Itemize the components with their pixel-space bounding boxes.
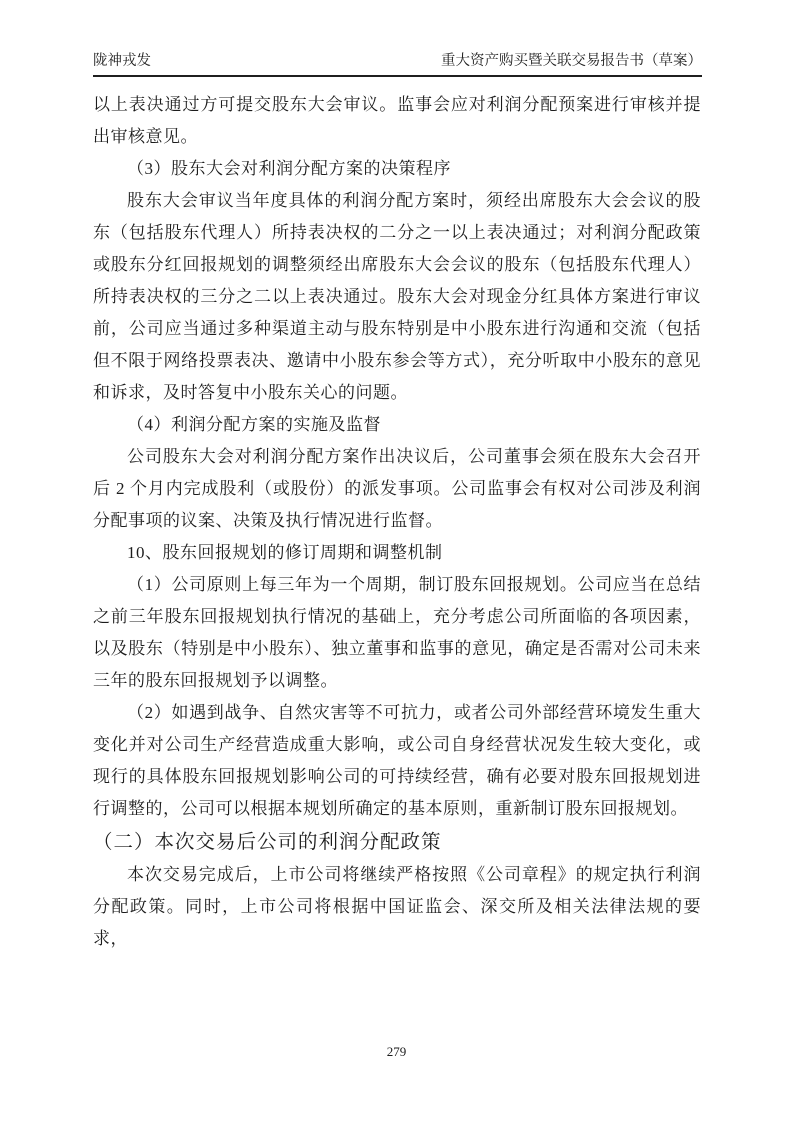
paragraph-item-1-three-year-cycle: （1）公司原则上每三年为一个周期，制订股东回报规划。公司应当在总结之前三年股东回报规划执行情况的基础上，充分考虑公司所面临的各项因素，以及股东（特别是中小股东）、独立董事和监事的意见，确定是否需对公司未来三年的股东回报规划予以调整。	[93, 575, 701, 690]
document-body	[93, 89, 701, 955]
paragraph-item-2-force-majeure: （2）如遇到战争、自然灾害等不可抗力，或者公司外部经营环境发生重大变化并对公司生产经营造成重大影响，或公司自身经营状况发生较大变化，或现行的具体股东回报规划影响公司的可持续经营，确有必要对股东回报规划进行调整的，公司可以根据本规划所确定的基本原则，重新制订股东回报规划。	[93, 703, 701, 818]
page-footer	[0, 1044, 793, 1059]
sub-heading-4: （4）利润分配方案的实施及监督	[127, 415, 381, 434]
paragraph-implementation-supervision: 公司股东大会对利润分配方案作出决议后，公司董事会须在股东大会召开后 2 个月内完成股利（或股份）的派发事项。公司监事会有权对公司涉及利润分配事项的议案、决策及执行情况进行监督。	[93, 447, 701, 530]
sub-heading-3: （3）股东大会对利润分配方案的决策程序	[127, 159, 451, 178]
header-company-name: 陇神戎发	[93, 53, 151, 69]
paragraph-shareholder-meeting-procedure: 股东大会审议当年度具体的利润分配方案时，须经出席股东大会会议的股东（包括股东代理人）所持表决权的二分之一以上表决通过；对利润分配政策或股东分红回报规划的调整须经出席股东大会会议的股东（包括股东代理人）所持表决权的三分之二以上表决通过。股东大会对现金分红具体方案进行审议前，公司应当通过多种渠道主动与股东特别是中小股东进行沟通和交流（包括但不限于网络投票表决、邀请中小股东参会等方式），充分听取中小股东的意见和诉求，及时答复中小股东关心的问题。	[93, 191, 701, 402]
section-heading-post-transaction-policy: （二）本次交易后公司的利润分配政策	[93, 831, 442, 853]
header-report-title: 重大资产购买暨关联交易报告书（草案）	[441, 53, 702, 69]
paragraph-post-transaction-intro: 本次交易完成后，上市公司将继续严格按照《公司章程》的规定执行利润分配政策。同时，上市公司将根据中国证监会、深交所及相关法律法规的要求，	[93, 865, 701, 948]
page-number: 279	[386, 1044, 407, 1059]
page-header	[93, 52, 702, 77]
heading-10-revision-cycle: 10、股东回报规划的修订周期和调整机制	[127, 543, 443, 562]
paragraph-continued: 以上表决通过方可提交股东大会审议。监事会应对利润分配预案进行审核并提出审核意见。	[93, 95, 701, 146]
